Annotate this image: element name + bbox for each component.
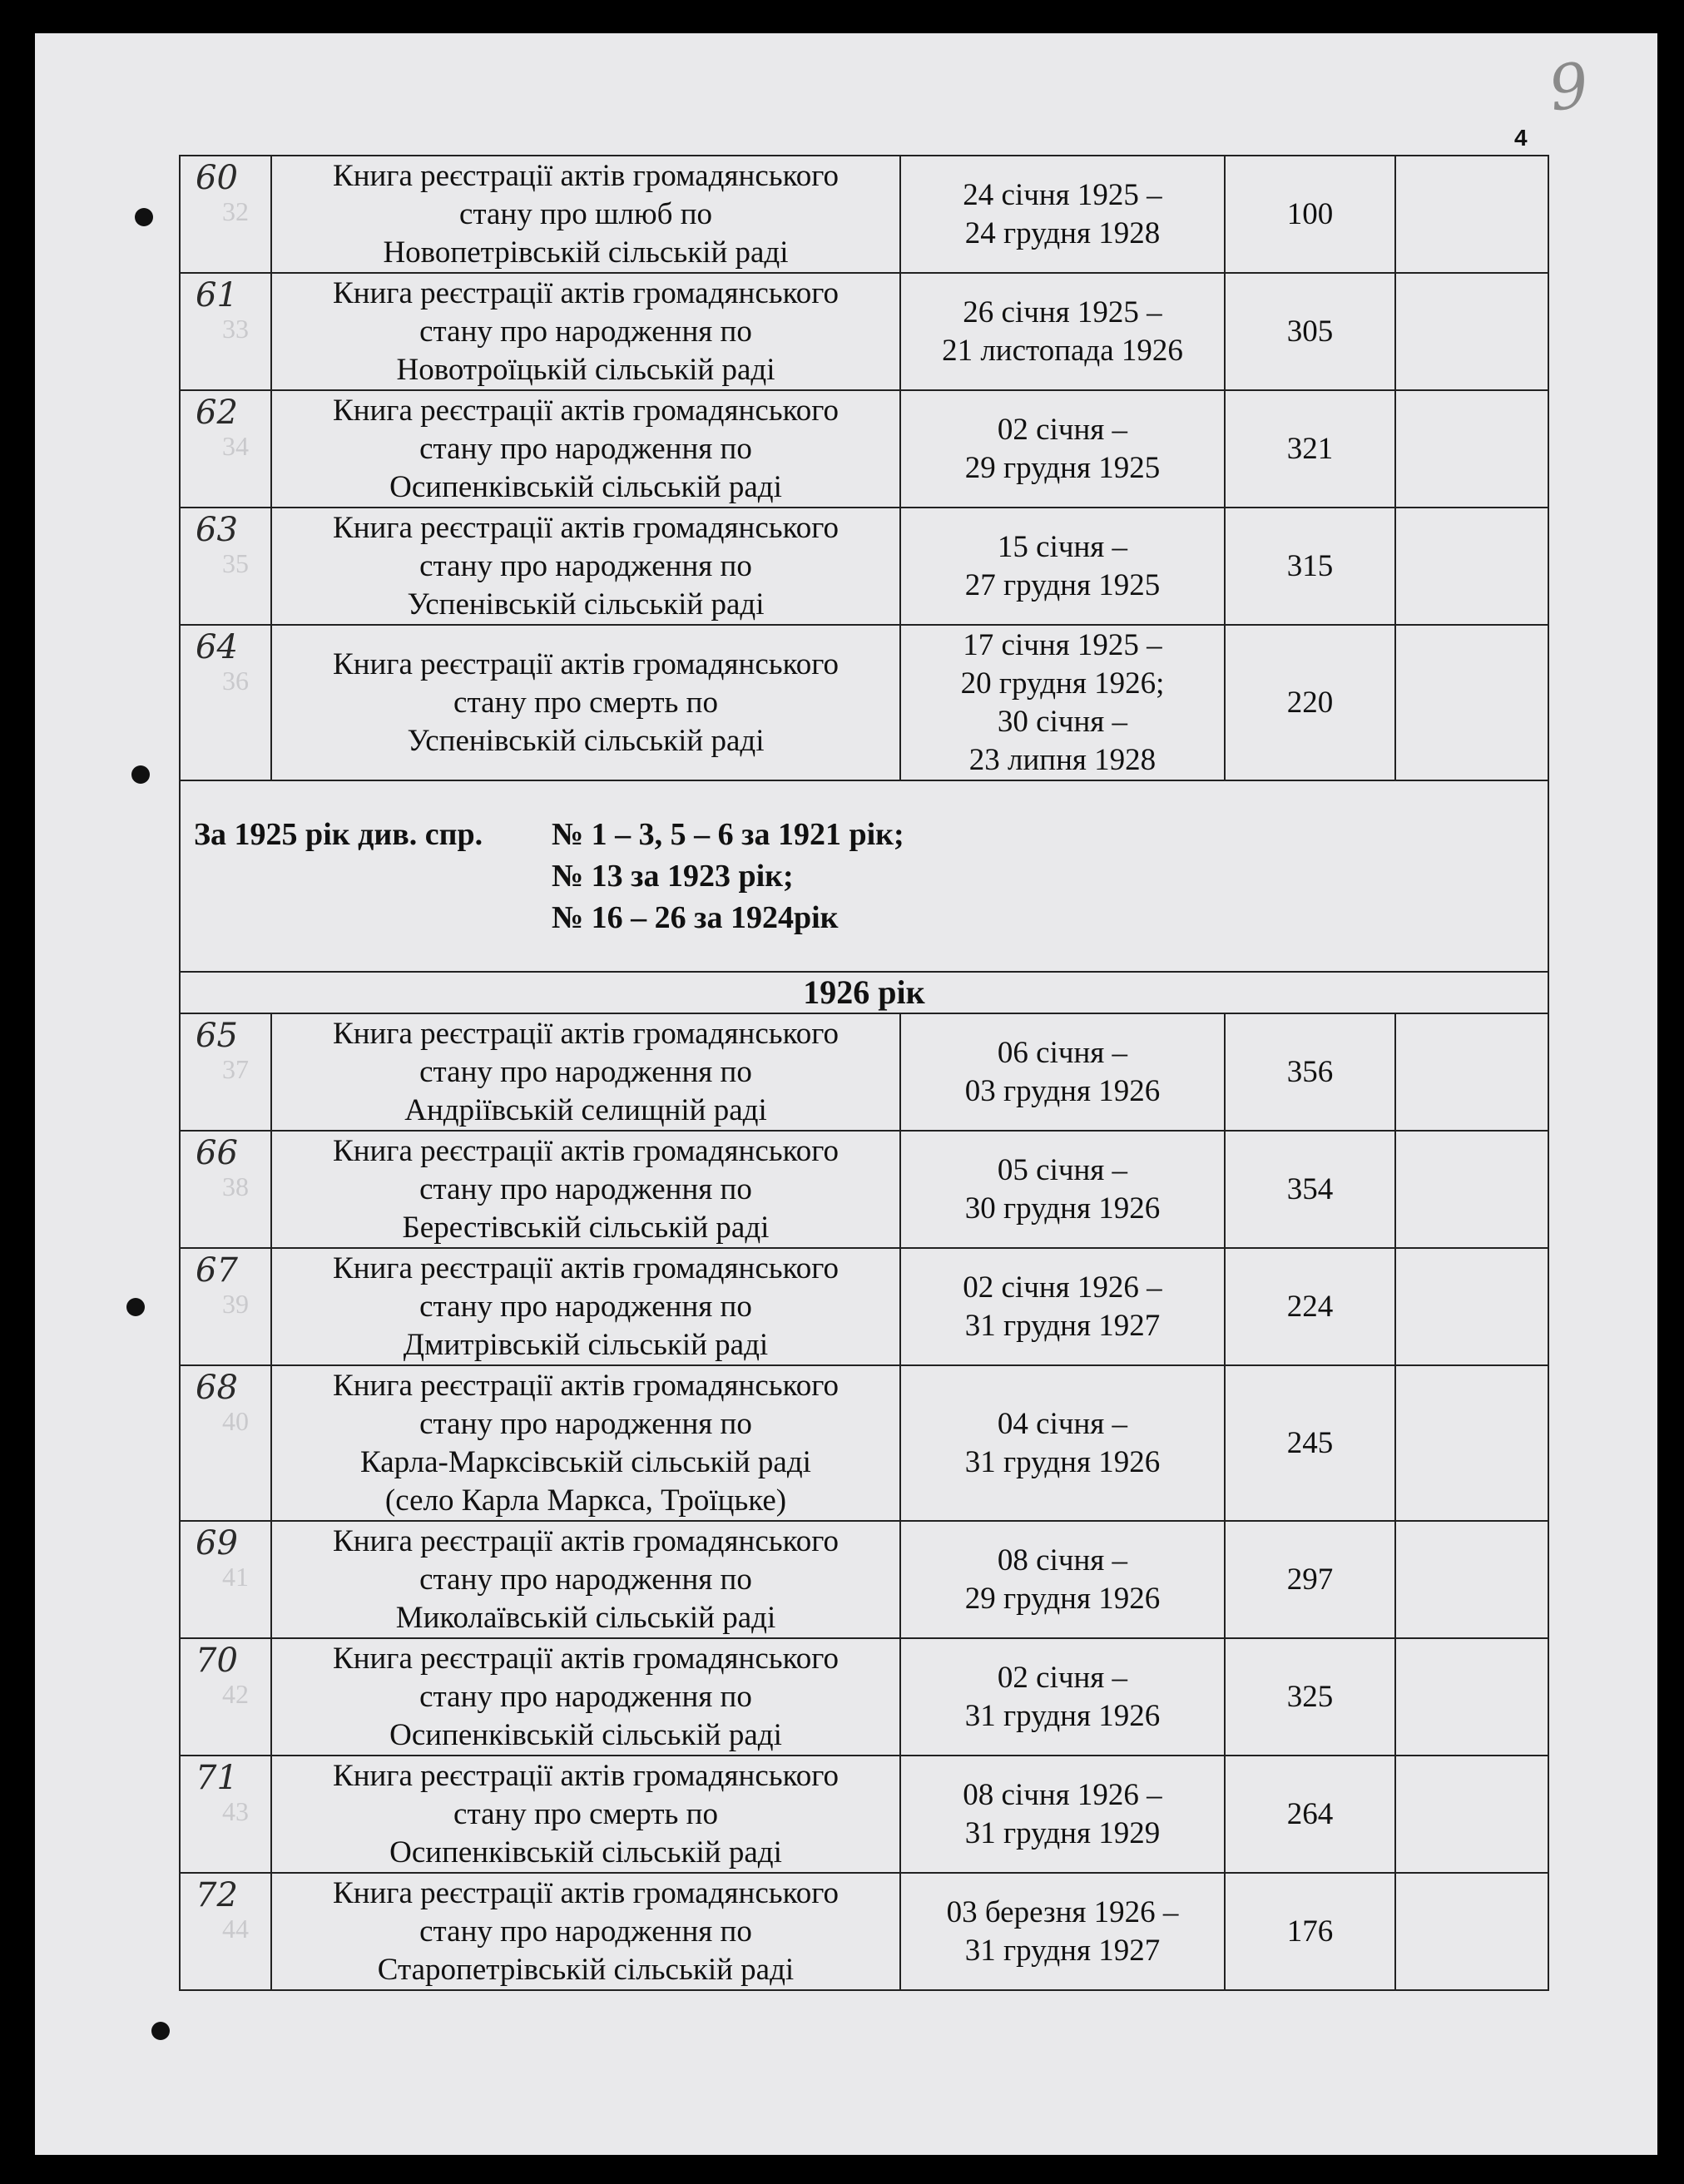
handwritten-case-number: 71 (196, 1759, 238, 1797)
case-date-line: 24 січня 1925 – (963, 177, 1162, 212)
case-title-cell (271, 1013, 900, 1131)
case-title-cell (271, 1248, 900, 1365)
inventory-row (180, 1638, 1548, 1756)
printed-case-number: 43 (222, 1796, 249, 1826)
notes-cell (1395, 390, 1548, 508)
sheet-count-cell: 354 (1225, 1131, 1395, 1248)
cross-reference-label: За 1925 рік див. спр. (194, 817, 483, 852)
case-number-cell (180, 156, 271, 273)
notes-cell (1395, 1131, 1548, 1248)
case-number-cell (180, 1248, 271, 1365)
case-number-cell (180, 390, 271, 508)
sheet-count-cell: 220 (1225, 625, 1395, 780)
punch-hole (126, 1298, 145, 1316)
inventory-row (180, 1365, 1548, 1521)
printed-case-number: 34 (222, 431, 249, 461)
year-heading-row (180, 972, 1548, 1013)
case-date-line: 30 грудня 1926 (964, 1191, 1161, 1226)
case-date-line: 30 січня – (997, 704, 1128, 739)
notes-cell (1395, 1756, 1548, 1873)
printed-case-number: 38 (222, 1171, 249, 1201)
notes-cell (1395, 1248, 1548, 1365)
case-title-cell (271, 156, 900, 273)
case-title-line: стану про народження по (419, 1171, 752, 1206)
case-title-cell (271, 1365, 900, 1521)
case-title-line: стану про народження по (419, 1289, 752, 1324)
case-dates-cell (900, 508, 1225, 625)
handwritten-case-number: 61 (196, 276, 238, 314)
sheet-count-cell: 325 (1225, 1638, 1395, 1756)
sheet-count-cell: 100 (1225, 156, 1395, 273)
case-title-line: (село Карла Маркса, Троїцьке) (384, 1483, 787, 1518)
case-date-line: 31 грудня 1926 (964, 1444, 1161, 1479)
handwritten-case-number: 67 (196, 1251, 238, 1290)
case-number-cell (180, 1365, 271, 1521)
case-date-line: 02 січня 1926 – (963, 1270, 1162, 1305)
sheet-count-cell: 321 (1225, 390, 1395, 508)
handwritten-case-number: 63 (196, 511, 238, 549)
case-dates-cell (900, 390, 1225, 508)
inventory-row (180, 1131, 1548, 1248)
case-title-line: Книга реєстрації актів громадянського (333, 646, 839, 681)
case-title-line: стану про народження по (419, 1679, 752, 1714)
case-date-line: 31 грудня 1926 (964, 1698, 1161, 1733)
sheet-count-cell: 305 (1225, 273, 1395, 390)
case-dates-cell (900, 625, 1225, 780)
printed-case-number: 40 (222, 1406, 249, 1436)
handwritten-case-number: 72 (196, 1876, 238, 1914)
case-dates-cell (900, 1013, 1225, 1131)
case-number-cell (180, 1521, 271, 1638)
sheet-count-cell: 224 (1225, 1248, 1395, 1365)
case-date-line: 15 січня – (997, 529, 1128, 564)
case-date-line: 02 січня – (997, 412, 1128, 447)
case-title-line: Миколаївській сільській раді (395, 1600, 776, 1635)
case-title-line: Книга реєстрації актів громадянського (333, 1758, 839, 1793)
inventory-row (180, 1756, 1548, 1873)
notes-cell (1395, 156, 1548, 273)
page-number: 4 (1514, 125, 1528, 151)
case-title-line: Старопетрівській сільській раді (377, 1952, 795, 1987)
case-dates-cell (900, 1521, 1225, 1638)
case-date-line: 24 грудня 1928 (964, 215, 1161, 250)
case-title-cell (271, 1638, 900, 1756)
punch-hole (135, 208, 153, 226)
case-title-line: Книга реєстрації актів громадянського (333, 1016, 839, 1051)
case-title-line: Книга реєстрації актів громадянського (333, 275, 839, 310)
inventory-rows-1925 (180, 156, 1548, 780)
case-title-line: Берестівській сільській раді (402, 1210, 770, 1245)
printed-case-number: 35 (222, 548, 249, 578)
case-title-line: Осипенківській сільській раді (389, 469, 782, 504)
case-date-line: 02 січня – (997, 1660, 1128, 1695)
notes-cell (1395, 508, 1548, 625)
case-dates-cell (900, 1131, 1225, 1248)
inventory-row (180, 508, 1548, 625)
handwritten-case-number: 70 (196, 1642, 238, 1680)
case-title-line: Дмитрівській сільській раді (403, 1327, 769, 1362)
case-date-line: 29 грудня 1925 (964, 450, 1161, 485)
cross-reference-cell (180, 780, 1548, 972)
printed-case-number: 32 (222, 196, 249, 226)
notes-cell (1395, 625, 1548, 780)
notes-cell (1395, 273, 1548, 390)
printed-case-number: 39 (222, 1289, 249, 1319)
case-number-cell (180, 508, 271, 625)
case-dates-cell (900, 273, 1225, 390)
case-title-line: Книга реєстрації актів громадянського (333, 1875, 839, 1910)
punch-hole (151, 2022, 170, 2040)
case-title-cell (271, 390, 900, 508)
case-dates-cell (900, 1756, 1225, 1873)
case-date-line: 21 листопада 1926 (942, 333, 1183, 368)
case-date-line: 31 грудня 1929 (964, 1815, 1161, 1850)
case-title-line: стану про народження по (419, 1054, 752, 1089)
case-title-line: стану про шлюб по (458, 196, 713, 231)
case-number-cell (180, 273, 271, 390)
case-title-cell (271, 273, 900, 390)
case-date-line: 27 грудня 1925 (964, 567, 1161, 602)
handwritten-case-number: 62 (196, 394, 238, 432)
case-title-line: Книга реєстрації актів громадянського (333, 158, 839, 193)
case-title-line: стану про смерть по (453, 1796, 718, 1831)
sheet-count-cell: 264 (1225, 1756, 1395, 1873)
case-title-line: Новопетрівській сільській раді (383, 235, 789, 270)
case-number-cell (180, 1638, 271, 1756)
case-title-line: стану про смерть по (453, 685, 718, 720)
cross-reference-section (180, 780, 1548, 1013)
case-title-cell (271, 508, 900, 625)
case-date-line: 23 липня 1928 (968, 742, 1157, 777)
inventory-row (180, 156, 1548, 273)
case-title-line: Книга реєстрації актів громадянського (333, 1368, 839, 1403)
case-dates-cell (900, 1873, 1225, 1990)
sheet-count-cell: 176 (1225, 1873, 1395, 1990)
case-title-line: стану про народження по (419, 548, 752, 583)
inventory-table (179, 155, 1549, 1991)
case-title-cell (271, 1756, 900, 1873)
case-title-cell (271, 1873, 900, 1990)
case-title-cell (271, 1521, 900, 1638)
case-date-line: 29 грудня 1926 (964, 1581, 1161, 1616)
case-dates-cell (900, 156, 1225, 273)
case-title-line: Осипенківській сільській раді (389, 1835, 782, 1870)
case-title-line: Осипенківській сільській раді (389, 1717, 782, 1752)
notes-cell (1395, 1873, 1548, 1990)
inventory-row (180, 390, 1548, 508)
printed-case-number: 37 (222, 1054, 249, 1084)
printed-case-number: 41 (222, 1562, 249, 1592)
handwritten-case-number: 69 (196, 1524, 238, 1562)
case-number-cell (180, 1131, 271, 1248)
archive-sheet-number: 9 (1544, 49, 1593, 126)
cross-reference-line: № 1 – 3, 5 – 6 за 1921 рік; (552, 817, 904, 852)
case-title-line: Андріївській селищній раді (404, 1092, 767, 1127)
sheet-count-cell: 315 (1225, 508, 1395, 625)
inventory-row (180, 1013, 1548, 1131)
case-title-line: Карла-Марксівській сільській раді (360, 1444, 811, 1479)
inventory-row (180, 625, 1548, 780)
inventory-rows-1926 (180, 1013, 1548, 1990)
sheet-count-cell: 245 (1225, 1365, 1395, 1521)
case-date-line: 26 січня 1925 – (963, 295, 1162, 329)
inventory-row (180, 1521, 1548, 1638)
case-title-line: Книга реєстрації актів громадянського (333, 1641, 839, 1676)
handwritten-case-number: 60 (196, 159, 238, 197)
handwritten-case-number: 66 (196, 1134, 238, 1172)
case-dates-cell (900, 1365, 1225, 1521)
inventory-row (180, 273, 1548, 390)
notes-cell (1395, 1365, 1548, 1521)
case-number-cell (180, 1013, 271, 1131)
case-title-line: Книга реєстрації актів громадянського (333, 1133, 839, 1168)
case-date-line: 17 січня 1925 – (963, 627, 1162, 662)
case-number-cell (180, 1873, 271, 1990)
punch-hole (131, 765, 150, 784)
notes-cell (1395, 1013, 1548, 1131)
cross-reference-line: № 16 – 26 за 1924рік (552, 900, 839, 935)
case-title-line: стану про народження по (419, 314, 752, 349)
case-title-line: стану про народження по (419, 431, 752, 466)
notes-cell (1395, 1638, 1548, 1756)
case-number-cell (180, 625, 271, 780)
inventory-row (180, 1248, 1548, 1365)
case-dates-cell (900, 1638, 1225, 1756)
case-title-cell (271, 625, 900, 780)
year-heading: 1926 рік (180, 972, 1548, 1013)
case-title-line: стану про народження по (419, 1562, 752, 1597)
handwritten-case-number: 68 (196, 1369, 238, 1407)
cross-reference-line: № 13 за 1923 рік; (552, 859, 794, 894)
case-date-line: 03 березня 1926 – (946, 1894, 1179, 1929)
case-dates-cell (900, 1248, 1225, 1365)
case-date-line: 31 грудня 1927 (964, 1933, 1161, 1968)
case-date-line: 06 січня – (997, 1035, 1128, 1070)
case-title-line: стану про народження по (419, 1406, 752, 1441)
case-title-line: Книга реєстрації актів громадянського (333, 1250, 839, 1285)
case-date-line: 08 січня 1926 – (963, 1777, 1162, 1812)
case-date-line: 08 січня – (997, 1543, 1128, 1577)
inventory-row (180, 1873, 1548, 1990)
case-date-line: 20 грудня 1926; (960, 666, 1165, 701)
printed-case-number: 36 (222, 666, 249, 696)
case-date-line: 05 січня – (997, 1152, 1128, 1187)
case-title-line: Книга реєстрації актів громадянського (333, 1523, 839, 1558)
case-title-line: Книга реєстрації актів громадянського (333, 393, 839, 428)
case-date-line: 03 грудня 1926 (964, 1073, 1161, 1108)
case-title-line: Успенівській сільській раді (407, 587, 765, 622)
case-title-line: Книга реєстрації актів громадянського (333, 510, 839, 545)
printed-case-number: 44 (222, 1914, 249, 1944)
case-title-line: Новотроїцькій сільській раді (396, 352, 775, 387)
printed-case-number: 42 (222, 1679, 249, 1709)
sheet-count-cell: 297 (1225, 1521, 1395, 1638)
case-title-line: стану про народження по (419, 1914, 752, 1949)
case-title-cell (271, 1131, 900, 1248)
case-title-line: Успенівській сільській раді (407, 723, 765, 758)
case-date-line: 04 січня – (997, 1406, 1128, 1441)
sheet-count-cell: 356 (1225, 1013, 1395, 1131)
case-number-cell (180, 1756, 271, 1873)
notes-cell (1395, 1521, 1548, 1638)
handwritten-case-number: 65 (196, 1017, 238, 1055)
case-date-line: 31 грудня 1927 (964, 1308, 1161, 1343)
printed-case-number: 33 (222, 314, 249, 344)
handwritten-case-number: 64 (196, 628, 238, 666)
cross-reference-row (180, 780, 1548, 972)
